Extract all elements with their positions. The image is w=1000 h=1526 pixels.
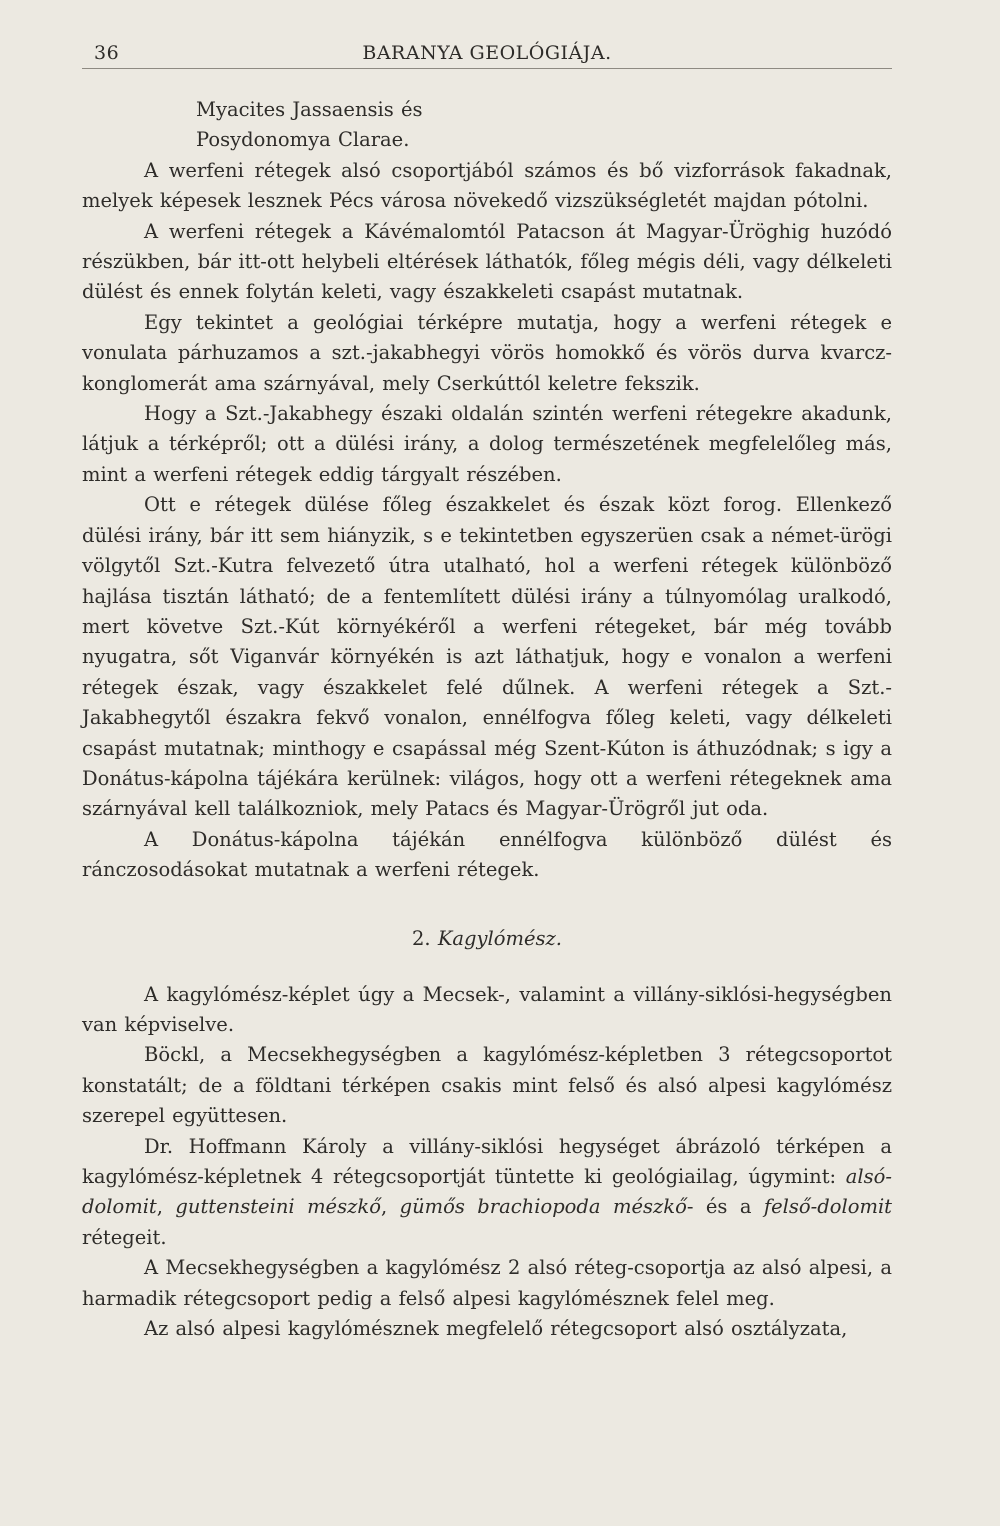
section-title: Kagylómész.: [437, 926, 562, 950]
species-name: Posydonomya Clarae.: [196, 128, 410, 152]
italic-term: felső-dolomit: [763, 1195, 893, 1219]
italic-term: gümős brachiopoda mészkő: [399, 1195, 687, 1219]
section-number: 2.: [412, 926, 431, 950]
paragraph: A Donátus-kápolna tájékán ennélfogva különböző dülést és ránczosodásokat mutatnak a werfeni rétegek.: [82, 827, 892, 882]
paragraph-text: Dr. Hoffmann Károly a villány-siklósi hegységet ábrázoló térképen a kagylómész-képletnek 4 rétegcsoportját tüntette ki geológiailag, úgymint:: [82, 1134, 892, 1188]
paragraph: Ott e rétegek dülése főleg északkelet és észak közt forog. Ellenkező dülési irány, bár itt sem hiányzik, s e tekintetben egyszerüen csak a német-ürögi völgytől Szt.-Kutra felvezető útra utalható, hol a werfeni rétegek különböző hajlása tisztán látható; de a fentemlített dülési irány a túlnyomólag uralkodó, mert követve Szt.-Kút környékéről a werfeni rétegeket, bár még tovább nyugatra, sőt Viganvár környékén is azt láthatjuk, hogy e vonalon a werfeni rétegek észak, vagy északkelet felé dűlnek. A werfeni rétegek a Szt.-Jakabhegytől északra fekvő vonalon, ennélfogva főleg keleti, vagy délkeleti csapást mutatnak; minthogy e csapással még Szent-Kúton is áthuzódnak; s igy a Donátus-kápolna tájékára kerülnek: világos, hogy ott a werfeni rétegeknek ama szárnyával kell találkozniok, mely Patacs és Magyar-Ürögről jut oda.: [82, 493, 892, 821]
paragraph: Egy tekintet a geológiai térképre mutatja, hogy a werfeni rétegek e vonulata párhuzamos a szt.-jakabhegyi vörös homokkő és vörös durva kvarcz-konglomerát ama szárnyával, mely Cserkúttól keletre fekszik.: [82, 310, 892, 395]
section-heading: [82, 924, 892, 954]
paragraph: A werfeni rétegek alsó csoportjából számos és bő vizforrások fakadnak, melyek képesek lesznek Pécs városa növekedő vizszükségletét majdan pótolni.: [82, 158, 892, 213]
paragraph: A kagylómész-képlet úgy a Mecsek-, valamint a villány-siklósi-hegységben van képviselve.: [82, 982, 892, 1036]
page-body: [82, 95, 892, 1344]
running-title: BARANYA GEOLÓGIÁJA.: [362, 42, 612, 64]
paragraph-hoffmann: [82, 1132, 892, 1254]
page-header: [82, 36, 892, 69]
italic-term: guttensteini mészkő: [175, 1195, 381, 1219]
paragraph: A werfeni rétegek a Kávémalomtól Patacson át Magyar-Üröghig huzódó részükben, bár itt-ott helybeli eltérések láthatók, főleg mégis déli, vagy délkeleti dülést és ennek folytán keleti, vagy északkeleti csapást mutatnak.: [82, 219, 892, 304]
separator: - és a: [686, 1195, 764, 1219]
species-name: Myacites Jassaensis és: [196, 98, 423, 121]
separator: ,: [156, 1195, 176, 1219]
italic-term: alsó-dolomit: [82, 1165, 892, 1219]
paragraph: A Mecsekhegységben a kagylómész 2 alsó réteg-csoportja az alsó alpesi, a harmadik rétegcsoport pedig a felső alpesi kagylómésznek felel meg.: [82, 1256, 892, 1310]
paragraph-text: rétegeit.: [82, 1225, 167, 1249]
separator: ,: [380, 1195, 400, 1219]
page-number: 36: [94, 42, 120, 64]
paragraph: Hogy a Szt.-Jakabhegy északi oldalán szintén werfeni rétegekre akadunk, látjuk a térképről; ott a dülési irány, a dolog természetének megfelelőleg más, mint a werfeni rétegek eddig tárgyalt részében.: [82, 402, 892, 486]
paragraph: Böckl, a Mecsekhegységben a kagylómész-képletben 3 rétegcsoportot konstatált; de a földtani térképen csakis mint felső és alsó alpesi kagylómész szerepel együttesen.: [82, 1043, 892, 1128]
paragraph: Az alsó alpesi kagylómésznek megfelelő rétegcsoport alsó osztályzata,: [144, 1317, 848, 1341]
